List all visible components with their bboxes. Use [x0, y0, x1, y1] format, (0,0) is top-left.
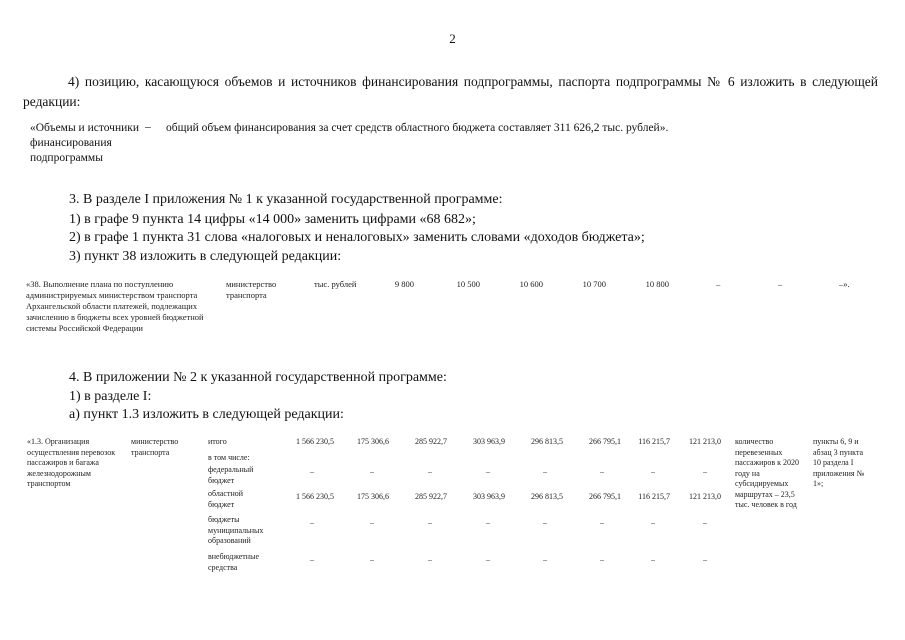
- item-4-1-a: а) пункт 1.3 изложить в следующей редакции:: [69, 407, 344, 422]
- funding-value: –: [651, 518, 655, 527]
- page-number: 2: [449, 31, 456, 46]
- funding-value: –: [310, 467, 314, 476]
- row38-executor: министерство транспорта: [226, 279, 277, 300]
- position-label: «Объемы и источники финансирования подпрограммы: [30, 122, 139, 164]
- row38-value: 9 800: [394, 279, 414, 289]
- row38-unit: тыс. рублей: [314, 279, 357, 289]
- row38-value: –».: [839, 279, 850, 289]
- funding-label: федеральный бюджет: [208, 465, 254, 485]
- funding-label: итого: [208, 437, 227, 446]
- item-4: 4. В приложении № 2 к указанной государственной программе:: [69, 370, 447, 385]
- funding-value: 1 566 230,5: [296, 492, 334, 501]
- funding-value: –: [370, 518, 374, 527]
- funding-value: –: [310, 555, 314, 564]
- funding-label: областной бюджет: [208, 489, 244, 509]
- funding-value: –: [486, 555, 490, 564]
- funding-value: 303 963,9: [473, 437, 505, 446]
- funding-value: –: [600, 467, 604, 476]
- item-3-2: 2) в графе 1 пункта 31 слова «налоговых и неналоговых» заменить словами «доходов бюджета»;: [69, 230, 645, 245]
- item-3: 3. В разделе I приложения № 1 к указанной государственной программе:: [69, 192, 503, 207]
- funding-value: –: [486, 518, 490, 527]
- item-3-3: 3) пункт 38 изложить в следующей редакции:: [69, 249, 342, 264]
- row38-value: –: [778, 279, 783, 289]
- funding-value: 175 306,6: [357, 437, 389, 446]
- funding-value: –: [543, 518, 547, 527]
- funding-value: 121 213,0: [689, 437, 721, 446]
- row38-value: 10 500: [456, 279, 480, 289]
- row13-indicator: количество перевезенных пассажиров к 2020 году на субсидируемых маршрутах – 23,5 тыс. человек в год: [735, 437, 800, 509]
- funding-value: –: [651, 467, 655, 476]
- row13-reference: пункты 6, 9 и абзац 3 пункта 10 раздела I приложения № 1»;: [813, 437, 865, 488]
- funding-value: –: [600, 555, 604, 564]
- funding-label: бюджеты муниципальных образований: [208, 515, 264, 545]
- row38-value: 10 700: [582, 279, 606, 289]
- funding-value: 285 922,7: [415, 437, 447, 446]
- funding-value: –: [543, 467, 547, 476]
- funding-label: внебюджетные средства: [208, 552, 259, 572]
- funding-value: 266 795,1: [589, 437, 621, 446]
- funding-value: –: [703, 555, 707, 564]
- position-text: общий объем финансирования за счет средств областного бюджета составляет 311 626,2 тыс. рублей».: [166, 122, 669, 134]
- funding-value: 296 813,5: [531, 437, 563, 446]
- funding-value: 296 813,5: [531, 492, 563, 501]
- item-3-1: 1) в графе 9 пункта 14 цифры «14 000» заменить цифрами «68 682»;: [69, 212, 476, 227]
- funding-value: –: [428, 555, 432, 564]
- row13-executor: министерство транспорта: [131, 437, 179, 457]
- row38-value: 10 800: [645, 279, 669, 289]
- row38-value: –: [716, 279, 721, 289]
- funding-value: –: [370, 555, 374, 564]
- row38-value: 10 600: [519, 279, 543, 289]
- row38-name: «38. Выполнение плана по поступлению администрируемых министерством транспорта Архангельской области платежей, подлежащих зачислению в бюджеты всех уровней бюджетной системы Российской Федерации: [26, 279, 204, 333]
- funding-value: –: [428, 518, 432, 527]
- funding-value: –: [370, 467, 374, 476]
- funding-value: –: [486, 467, 490, 476]
- funding-value: 121 213,0: [689, 492, 721, 501]
- position-dash: –: [145, 121, 151, 133]
- funding-value: 1 566 230,5: [296, 437, 334, 446]
- funding-value: 116 215,7: [638, 492, 670, 501]
- funding-value: –: [428, 467, 432, 476]
- paragraph-4: 4) позицию, касающуюся объемов и источников финансирования подпрограммы, паспорта подпрограммы № 6 изложить в следующей редакции:: [23, 74, 878, 109]
- funding-value: –: [703, 467, 707, 476]
- funding-value: 175 306,6: [357, 492, 389, 501]
- funding-value: –: [543, 555, 547, 564]
- funding-value: 303 963,9: [473, 492, 505, 501]
- funding-value: 116 215,7: [638, 437, 670, 446]
- funding-value: –: [703, 518, 707, 527]
- funding-value: 285 922,7: [415, 492, 447, 501]
- row13-name: «1.3. Организация осуществления перевозок пассажиров и багажа железнодорожным транспортом: [27, 437, 116, 488]
- item-4-1: 1) в разделе I:: [69, 389, 152, 404]
- funding-value: –: [310, 518, 314, 527]
- funding-value: 266 795,1: [589, 492, 621, 501]
- funding-value: –: [651, 555, 655, 564]
- funding-value: –: [600, 518, 604, 527]
- funding-label: в том числе:: [208, 453, 250, 462]
